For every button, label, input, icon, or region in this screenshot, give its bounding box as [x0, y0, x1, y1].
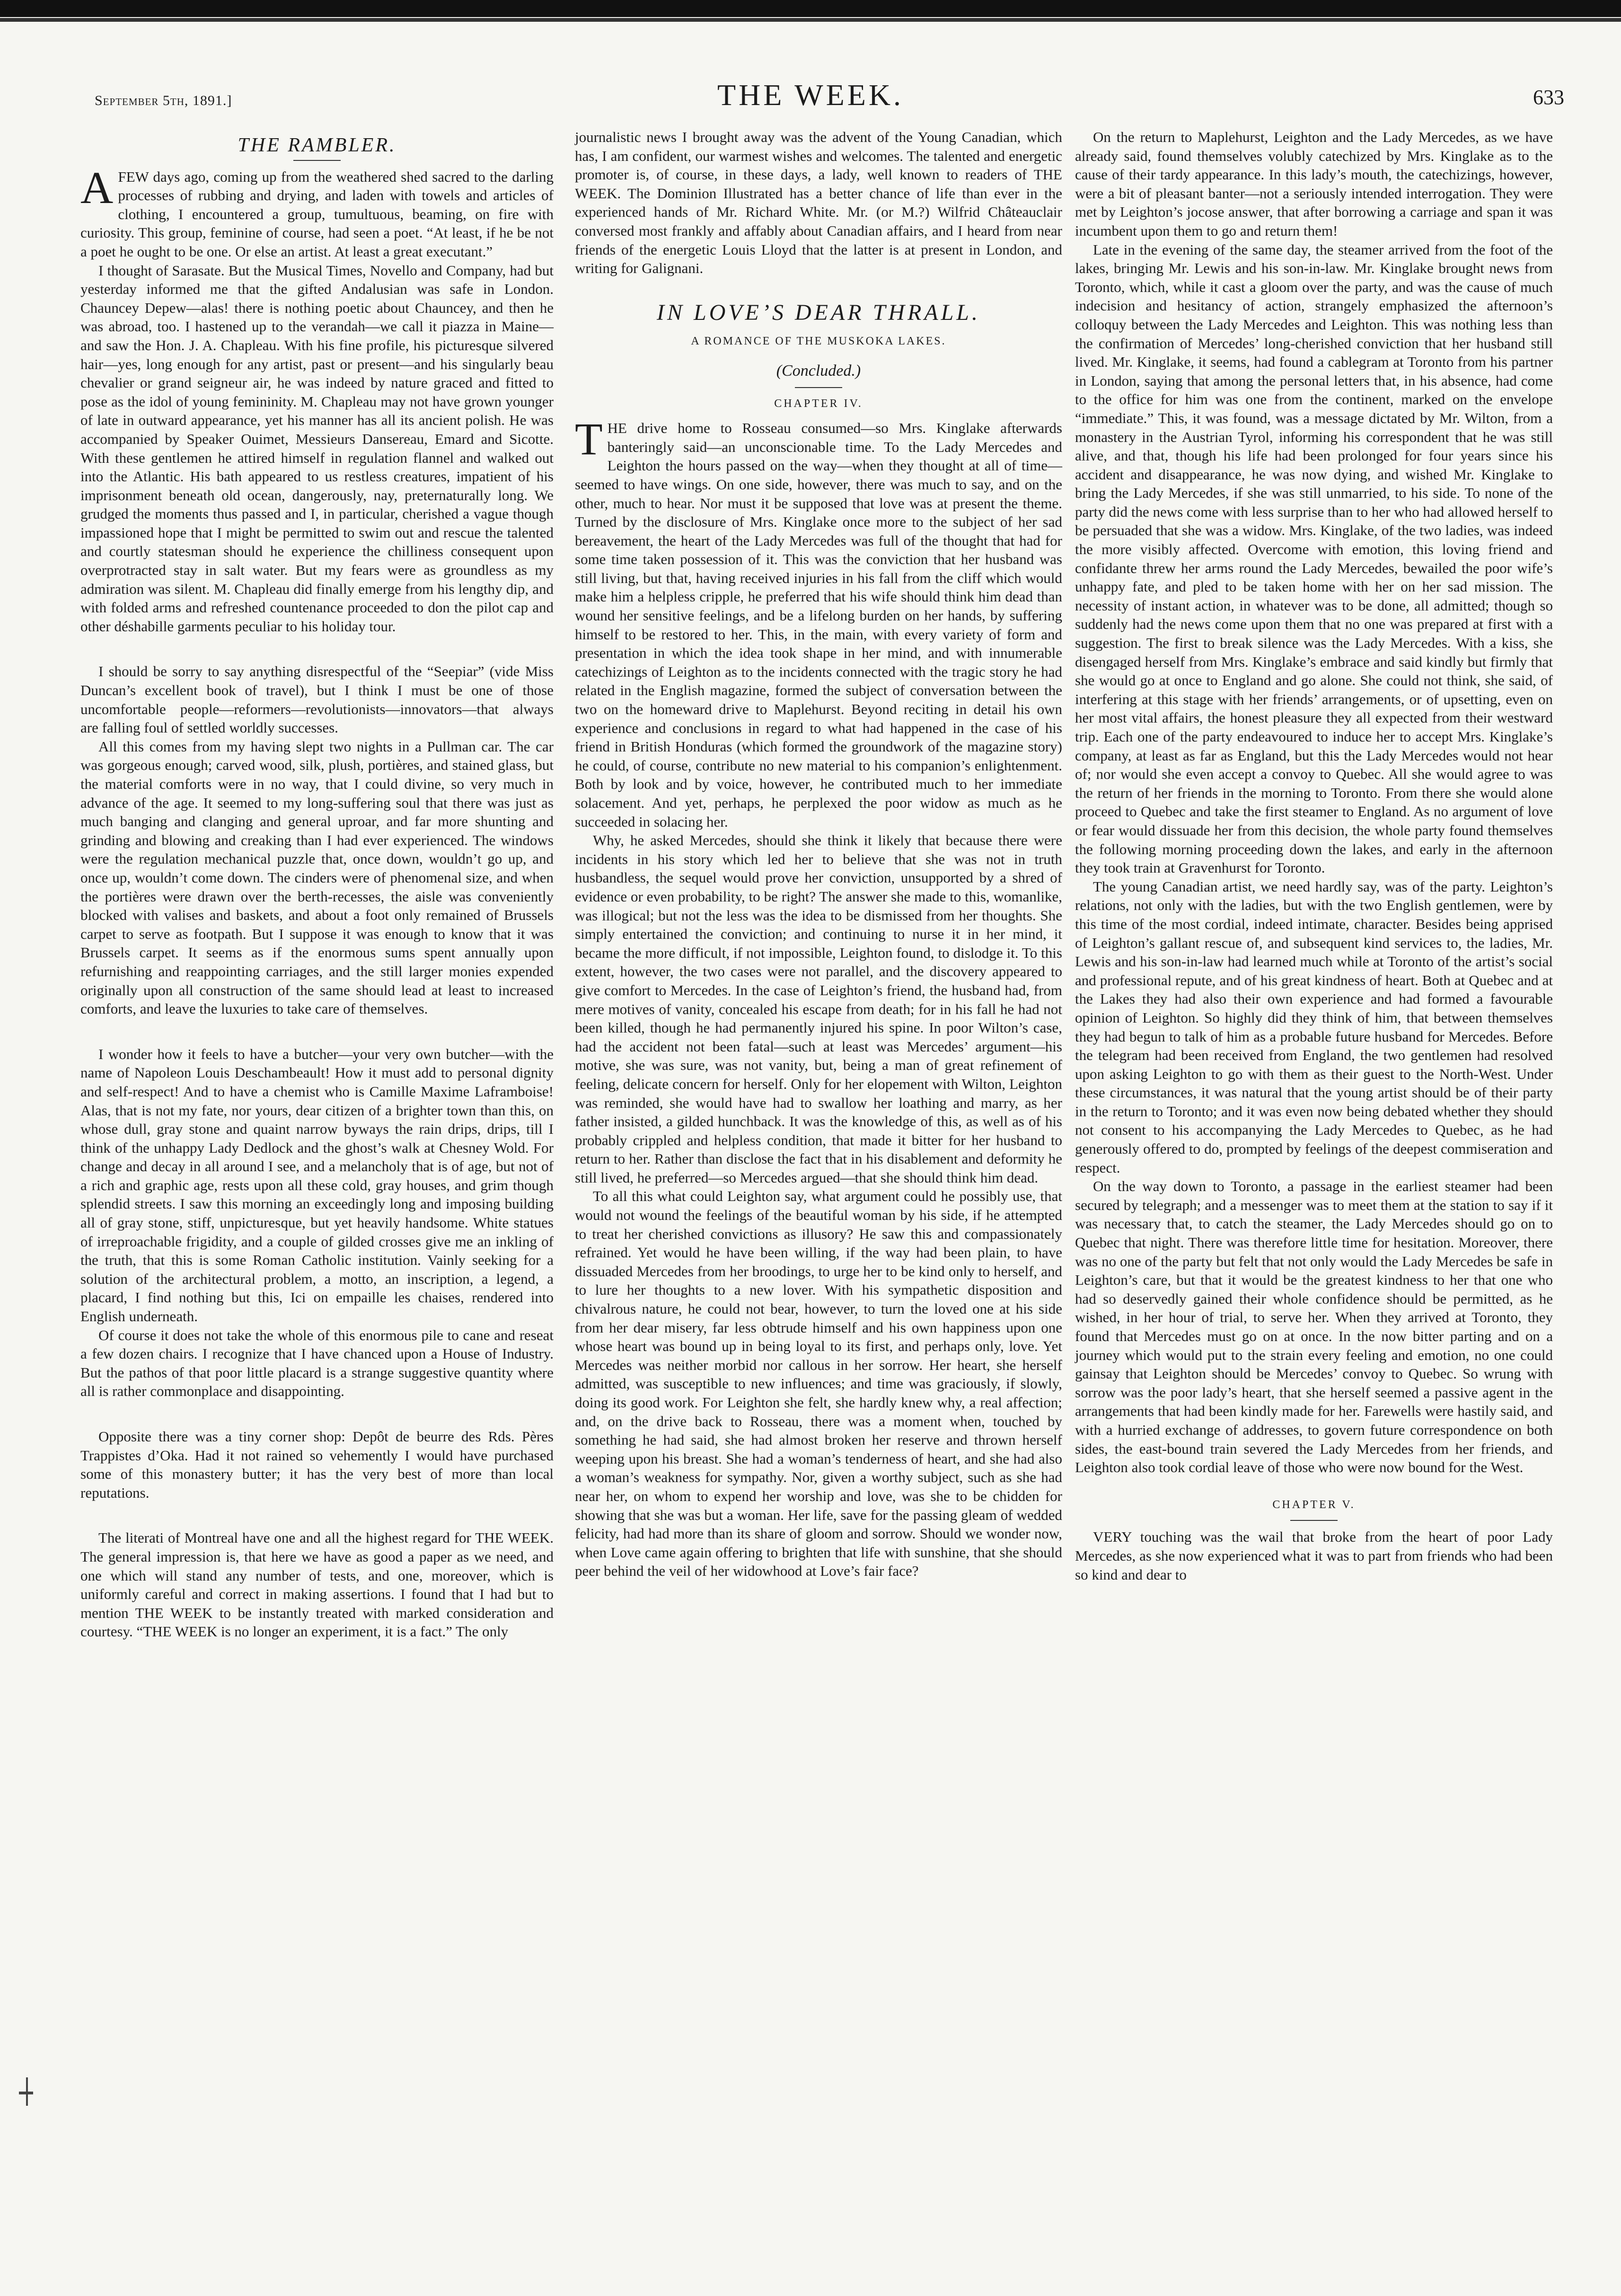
top-border-bar	[0, 0, 1621, 17]
story-paragraph-3: To all this what could Leighton say, what argument could he possibly use, that would not wound the feelings of the beautiful woman by his side, if he attempted to treat her cherished convictions as illusory? He saw this and compassionately refrained. Yet would he have been willing, if the way had been plain, to have dissuaded Mercedes from her broodings, to urge her to be kind only to herself, and to lure her thoughts to a new lover. With his sympathetic disposition and chivalrous nature, he could not bear, however, to turn the loved one at his side from her dear misery, far less obtrude himself and his own happiness upon one whose heart was bound up in being loyal to its first, and perhaps only, love. Yet Mercedes was neither morbid nor callous in her sorrow. Her heart, she herself admitted, was susceptible to new influences; and time was graciously, if slowly, doing its good work. For Leighton she felt, she hardly knew why, a real affection; and, on the drive back to Rosseau, there was a moment when, touched by something he had said, she had almost broken her reserve and thrown herself weeping upon his breast. She had a woman’s tenderness of heart, and she had also a woman’s weakness for sympathy. Nor, given a worthy subject, such as she had near her, on whom to expend her worship and love, was she to be chidden for showing that she was but a woman. Her life, save for the passing gleam of wedded felicity, had had more than its share of gloom and sorrow. Should we wonder now, when Love came again offering to brighten that life with sunshine, that she should peer behind the veil of her widowhood at Love’s fair face?	[575, 1188, 1062, 1580]
rambler-paragraph-4: All this comes from my having slept two nights in a Pullman car. The car was gorgeous enough; carved wood, silk, plush, portières, and stained glass, but the material comforts were in no way, that I could divine, so very much in advance of the age. It seemed to my long-suffering soul that there was just as much banging and clanging and general uproar, and far more shunting and grinding and blowing and creaking than I had ever experienced. The windows were the regulation mechanical puzzle that, once down, wouldn’t go up, and once up, wouldn’t come down. The cinders were of phenomenal size, and when the portières were drawn over the berth-recesses, the aisle was conveniently blocked with valises and baskets, and about a foot only remained of Brussels carpet to serve as footpath. But I suppose it was enough to know that it was Brussels carpet. It seems as if the enormous sums spent annually upon refurnishing and reappointing carriages, and the still larger monies expended originally upon all construction of the same should lead at least to increased comforts, and leave the luxuries to take care of themselves.	[80, 738, 554, 1017]
story-paragraph-5: Late in the evening of the same day, the steamer arrived from the foot of the lakes, bringing Mr. Lewis and his son-in-law. Mr. Kinglake brought news from Toronto, which, while it cast a gloom over the party, and was the cause of much indecision and hesitancy of action, strangely emphasized the afternoon’s colloquy between the Lady Mercedes and Leighton. This was nothing less than the confirmation of Mercedes’ long-cherished conviction that her husband still lived. Mr. Kinglake, it seems, had found a cablegram at Toronto from his partner in London, saying that among the personal letters that, in his absence, had come to the office for him was one from the continent, marked on the envelope “immediate.” This, it was found, was a message dictated by Mr. Wilton, from a monastery in the Austrian Tyrol, informing his correspondent that he was still alive, and that, though his life had been prolonged for four years since his accident and disappearance, he was now dying, and wished Mr. Kinglake to bring the Lady Mercedes, if she was still unmarried, to his side. To none of the party did the news come with less surprise than to her who had allowed herself to be persuaded that she was a widow. Mrs. Kinglake, of the two ladies, was indeed the more visibly affected. Overcome with emotion, this loving friend and confidante threw her arms round the Lady Mercedes, bewailed the poor wife’s unhappy fate, and pled to be taken home with her on her sad mission. The necessity of instant action, in whatever was to be done, all admitted; though so suddenly had the news come upon them that no one was prepared at first with a suggestion. The first to break silence was the Lady Mercedes. With a kiss, she disengaged herself from Mrs. Kinglake’s embrace and said kindly but firmly that she would go at once to England and go alone. She could not think, she said, of interfering at this stage with her friends’ arrangements, or of upsetting, even on her most vital affairs, the honest pleasure they all expected from their westward trip. Each one of the party endeavoured to induce her to accept Mrs. Kinglake’s company, at least as far as England, but this the Lady Mercedes would not hear of; nor would she even accept a convoy to Quebec. All she would agree to was the return of her friends in the morning to Toronto. From there she would alone proceed to Quebec and take the first steamer to England. As no argument of love or fear would dissuade her from this decision, the whole party found themselves the following morning proceeding down the lakes, and early in the afternoon they took train at Gravenhurst for Toronto.	[1075, 241, 1553, 876]
column-right	[1075, 128, 1553, 1584]
drop-cap: T	[575, 414, 603, 465]
rambler-paragraph-2: I thought of Sarasate. But the Musical Times, Novello and Company, had but yesterday informed me that the gifted Andalusian was safe in London. Chauncey Depew—alas! there is nothing poetic about Chauncey, and then he was abroad, too. I hastened up to the verandah—we call it piazza in Maine—and saw the Hon. J. A. Chapleau. With his fine profile, his picturesque silvered hair—yes, long enough for any artist, past or present—and his singularly beau chevalier or grand seigneur air, he was indeed by nature graced and fitted to pose as the idol of young femininity. M. Chapleau may not have grown younger of late in outward appearance, yet his manner has all its ancient polish. He was accompanied by Speaker Ouimet, Messieurs Dansereau, Emard and Sicotte. With these gentlemen he attired himself in regulation flannel and walked out into the Atlantic. His bath appeared to us restless creatures, impatient of his imprisonment beneath old ocean, dangerously, nay, preternaturally long. We grudged the moments thus passed and I, in particular, cherished a vague though impassioned hope that I might be permitted to swim out and rescue the talented and courtly statesman should he experience the chilliness consequent upon overprotracted stay in salt water. But my fears were as groundless as my admiration was silent. M. Chapleau did finally emerge from his lengthy dip, and with folded arms and refreshed countenance proceeded to don the pilot cap and other déshabille garments peculiar to his holiday tour.	[80, 262, 554, 635]
journalism-paragraph: journalistic news I brought away was the advent of the Young Canadian, which has, I am confident, our warmest wishes and welcomes. The talented and energetic promoter is, of course, in these days, a lady, well known to readers of THE WEEK. The Dominion Illustrated has a better chance of life than ever in the experienced hands of Mr. Richard White. Mr. (or M.?) Wilfrid Châteauclair conversed most frankly and affably about Canadian affairs, and I heard from near friends of the energetic Louis Lloyd that the latter is at present in London, and writing for Galignani.	[575, 129, 1062, 277]
story-title: IN LOVE’S DEAR THRALL.	[657, 300, 980, 325]
story-concluded-note: (Concluded.)	[776, 362, 861, 380]
story-subtitle: A ROMANCE OF THE MUSKOKA LAKES.	[691, 335, 946, 348]
title-rule	[293, 160, 341, 161]
story-paragraph-1: THE drive home to Rosseau consumed—so Mrs. Kinglake afterwards banteringly said—an unconscionable time. To the Lady Mercedes and Leighton the hours passed on the way—when they thought at all of time—seemed to have wings. On one side, however, there was much to say, and on the other, much to hear. Nor must it be supposed that love was at present the theme. Turned by the disclosure of Mrs. Kinglake once more to the subject of her sad bereavement, the heart of the Lady Mercedes was full of the thought that had for some time taken possession of it. This was the conviction that her husband was still living, but that, having received injuries in his fall from the cliff which would make him a helpless cripple, he preferred that his wife should think him dead than wound her sensitive feelings, and be a lifelong burden on her hands, by suffering himself to be restored to her. This, in the main, with every variety of form and presentation in which the idea took shape in her mind, and with innumerable catechizings of Leighton as to the incidents connected with the tragic story he had related in the English magazine, formed the subject of conversation between the two on the homeward drive to Maplehurst. Beyond reciting in detail his own experience and conclusions in regard to what had happened in the case of his friend in British Honduras (which formed the groundwork of the magazine story) he could, of course, contribute no new material to his companion’s enlightenment. Both by look and by voice, however, he contributed much to her immediate solacement. And yet, perhaps, he perplexed the poor widow as much as he succeeded in solacing her.	[575, 414, 1062, 830]
margin-mark	[26, 2077, 28, 2106]
chapter-rule	[1290, 1520, 1338, 1521]
column-middle	[575, 128, 1062, 1581]
story-paragraph-6: The young Canadian artist, we need hardly say, was of the party. Leighton’s relations, not only with the ladies, but with the two English gentlemen, were by this time of the most cordial, indeed intimate, character. Besides being apprised of Leighton’s gallant rescue of, and subsequent kind services to, the ladies, Mr. Lewis and his son-in-law had learned much while at Toronto of the artist’s social and professional repute, and of his great kindness of heart. Both at Quebec and at the Lakes they had also their own experience and had formed a favourable opinion of Leighton. So highly did they think of him, that between themselves they had begun to talk of him as a probable future husband for Mercedes. Before the telegram had been received from England, the two gentlemen had resolved upon asking Leighton to go with them as their guest to the North-West. Under these circumstances, it was natural that the young artist should be of their party in the return to Toronto; and it was even now being debated whether they should not consent to his accompanying the Lady Mercedes to Quebec, as he had generously offered to do, prompted by feelings of the deepest commiseration and respect.	[1075, 878, 1553, 1176]
page-header	[0, 71, 1621, 123]
rambler-paragraph-6: Of course it does not take the whole of this enormous pile to cane and reseat a few dozen chairs. I recognize that I have chanced upon a House of Industry. But the pathos of that poor little placard is a strange suggestive quantity where all is rather commonplace and disappointing.	[80, 1326, 554, 1400]
column-left	[80, 128, 554, 1641]
story-paragraph-7: On the way down to Toronto, a passage in the earliest steamer had been secured by telegraph; and a messenger was to meet them at the station to say if it was necessary that, to catch the steamer, the Lady Mercedes should go on to Quebec that night. There was therefore little time for hesitation. Moreover, there was no one of the party but felt that not only would the Lady Mercedes be safe in Leighton’s care, but that it would be the greatest kindness to her that one who had so deservedly gained their whole confidence should be permitted, as he wished, in her hour of trial, to serve her. When they arrived at Toronto, they found that Mercedes must go on at once. In the now bitter parting and on a journey which would put to the strain every feeling and emotion, no one could gainsay that Leighton should be Mercedes’ convoy to Quebec. So wrung with sorrow was the poor lady’s heart, that she herself seemed a passive agent in the arrangements that had been kindly made for her. Farewells were hastily said, and with a hurried exchange of addresses, to govern future correspondence on both sides, the east-bound train severed the Lady Mercedes from her friends, and Leighton also took cordial leave of those who were now bound for the West.	[1075, 1178, 1553, 1476]
rambler-paragraph-8: The literati of Montreal have one and all the highest regard for THE WEEK. The general impression is, that here we have as good a paper as we need, and one which will stand any number of tests, and one, moreover, which is uniformly careful and correct in making assertions. I found that I had but to mention THE WEEK to be instantly treated with marked consideration and courtesy. “THE WEEK is no longer an experiment, it is a fact.” The only	[80, 1529, 554, 1640]
issue-date: September 5th, 1891.]	[95, 93, 232, 108]
newspaper-title: THE WEEK.	[717, 78, 904, 112]
rambler-paragraph-3: I should be sorry to say anything disrespectful of the “Seepiar” (vide Miss Duncan’s excellent book of travel), but I think I must be one of those uncomfortable people—reformers—revolutionists—innovators—that always are falling foul of settled worldly successes.	[80, 663, 554, 736]
rambler-title: THE RAMBLER.	[238, 134, 396, 156]
chapter-heading: CHAPTER V.	[1272, 1498, 1356, 1511]
story-paragraph-4: On the return to Maplehurst, Leighton and the Lady Mercedes, as we have already said, found themselves volubly catechized by Mrs. Kinglake as to the cause of their tardy appearance. In this lady’s mouth, the catechizings, however, were a bit of pleasant banter—not a seriously intended interrogation. They were met by Leighton’s jocose answer, that after borrowing a carriage and span it was incumbent upon them to go and return them!	[1075, 129, 1553, 239]
rambler-paragraph-7: Opposite there was a tiny corner shop: Depôt de beurre des Rds. Pères Trappistes d’Oka. Had it not rained so vehemently I would have purchased some of this monastery butter; it has the very best of more than local reputations.	[80, 1428, 554, 1501]
rambler-paragraph-1: AFEW days ago, coming up from the weathered shed sacred to the darling processes of rubbing and drying, and laden with towels and articles of clothing, I encountered a group, tumultuous, beaming, on fire with curiosity. This group, feminine of course, had seen a poet. “At least, if he be not a poet he ought to be one. Or else an artist. At least a great executant.”	[80, 162, 554, 260]
story-paragraph-8: VERY touching was the wail that broke from the heart of poor Lady Mercedes, as she now experienced what it was to part from friends who had been so kind and dear to	[1075, 1528, 1553, 1583]
top-border-rule	[0, 18, 1621, 22]
drop-cap: A	[80, 162, 114, 213]
story-paragraph-2: Why, he asked Mercedes, should she think it likely that because there were incidents in his story which led her to believe that she was not in truth husbandless, the sequel would prove her conviction, unsupported by a shred of evidence or even probability, to be right? The answer she made to this, womanlike, was illogical; but not the less was the idea to be dismissed from her thoughts. She simply entertained the conviction; and continuing to nurse it in her mind, it became the more difficult, if not impossible, Leighton found, to dislodge it. To this extent, however, the two cases were not parallel, and the discovery appeared to give comfort to Mercedes. In the case of Leighton’s friend, the husband had, from mere motives of vanity, concealed his escape from death; for in his fall he had not been killed, though he had permanently injured his spine. In poor Wilton’s case, had the accident not been fatal—such at least was Mercedes’ argument—his motive, she was sure, was not vanity, but, being a man of great refinement of feeling, delicate concern for herself. Only for her elopement with Wilton, Leighton was reminded, she would have had to swallow her loathing and marry, as her father insisted, a gilded hunchback. It was the knowledge of this, as well as of his probably crippled and helpless condition, that made it bitter for her husband to return to her. Rather than disclose the fact that in his disablement and deformity he still lived, he preferred—so Mercedes argued—that she should think him dead.	[575, 832, 1062, 1186]
story-rule	[795, 387, 842, 388]
rambler-paragraph-5: I wonder how it feels to have a butcher—your very own butcher—with the name of Napoleon Louis Deschambeault! How it must add to personal dignity and self-respect! And to have a chemist who is Camille Maxime Laframboise! Alas, that is not my fate, nor yours, dear citizen of a brighter town than this, on whose dull, gray stone and quaint narrow byways the rain drips, drips, till I think of the unhappy Lady Dedlock and the ghost’s walk at Chesney Wold. For change and decay in all around I see, and a melancholy that is of age, but not of a rich and graphic age, rests upon all these cold, gray houses, and grim though splendid streets. I saw this morning an exceedingly long and imposing building all of gray stone, stiff, unpicturesque, but yet heavily handsome. White statues of irreproachable frigidity, and a couple of gilded crosses give me an inkling of the truth, that this is some Roman Catholic institution. Vainly seeking for a solution of the architectural problem, a motto, an inscription, a legend, a placard, I find nothing but this, Ici on empaille les chaises, rendered into English underneath.	[80, 1045, 554, 1325]
page-number: 633	[1533, 86, 1564, 109]
chapter-heading: CHAPTER IV.	[774, 397, 863, 410]
